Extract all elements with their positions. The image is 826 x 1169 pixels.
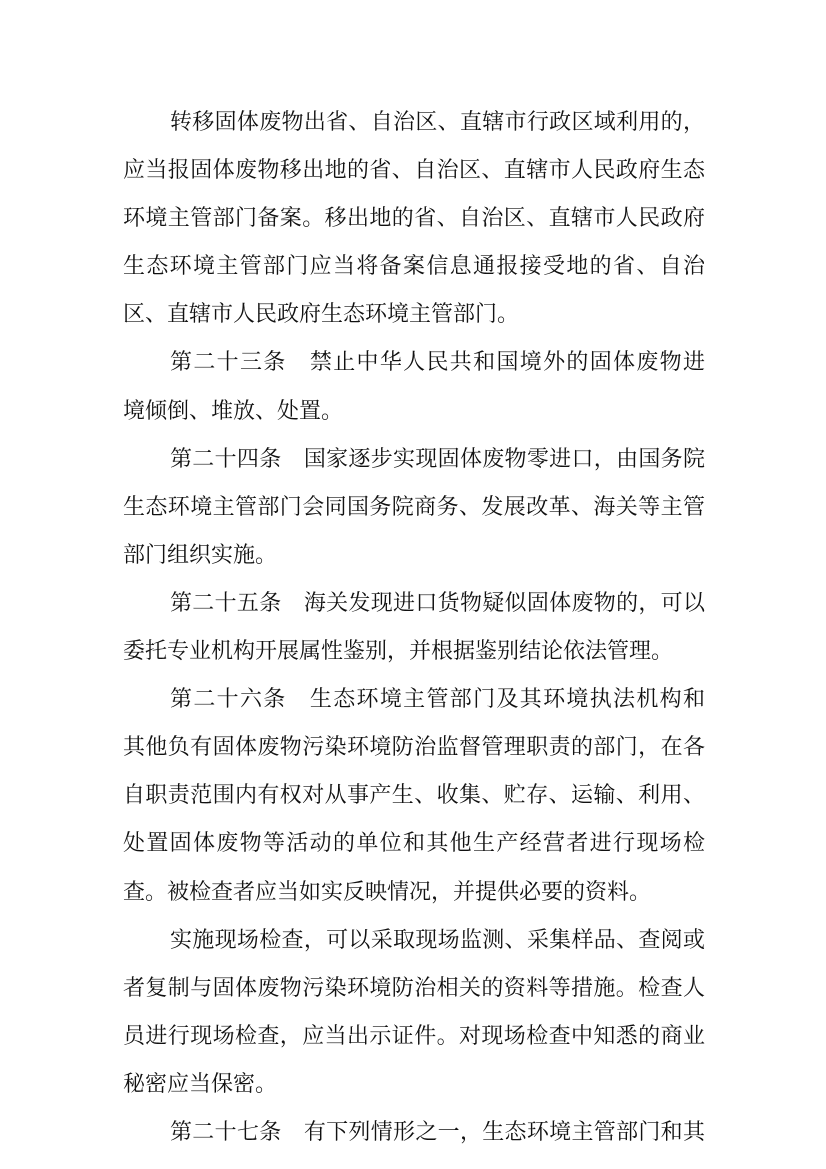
document-body <box>123 99 705 1157</box>
text-line: 实施现场检查，可以采取现场监测、采集样品、查阅或 <box>170 927 705 953</box>
article-24-line: 第二十四条 国家逐步实现固体废物零进口，由国务院 <box>170 446 705 472</box>
text-line: 生态环境主管部门应当将备案信息通报接受地的省、自治 <box>123 254 705 280</box>
text-line: 处置固体废物等活动的单位和其他生产经营者进行现场检 <box>123 831 705 857</box>
text-line: 其他负有固体废物污染环境防治监督管理职责的部门，在各 <box>123 735 705 761</box>
text-line: 区、直辖市人民政府生态环境主管部门。 <box>123 302 520 328</box>
text-line: 环境主管部门备案。移出地的省、自治区、直辖市人民政府 <box>123 206 705 232</box>
article-26-line: 第二十六条 生态环境主管部门及其环境执法机构和 <box>170 687 705 713</box>
text-line: 部门组织实施。 <box>123 542 278 568</box>
text-line: 查。被检查者应当如实反映情况，并提供必要的资料。 <box>123 879 652 905</box>
article-25-line: 第二十五条 海关发现进口货物疑似固体废物的，可以 <box>170 590 705 616</box>
text-line: 境倾倒、堆放、处置。 <box>123 398 344 424</box>
text-line: 委托专业机构开展属性鉴别，并根据鉴别结论依法管理。 <box>123 639 674 665</box>
text-line: 转移固体废物出省、自治区、直辖市行政区域利用的， <box>170 110 705 135</box>
text-line: 自职责范围内有权对从事产生、收集、贮存、运输、利用、 <box>123 783 705 809</box>
article-23-line: 第二十三条 禁止中华人民共和国境外的固体废物进 <box>170 350 705 376</box>
text-line: 者复制与固体废物污染环境防治相关的资料等措施。检查人 <box>123 975 705 1001</box>
article-27-line: 第二十七条 有下列情形之一，生态环境主管部门和其 <box>170 1119 705 1145</box>
text-line: 员进行现场检查，应当出示证件。对现场检查中知悉的商业 <box>123 1023 705 1049</box>
text-line: 生态环境主管部门会同国务院商务、发展改革、海关等主管 <box>123 494 705 520</box>
text-line: 秘密应当保密。 <box>123 1071 278 1097</box>
text-line: 应当报固体废物移出地的省、自治区、直辖市人民政府生态 <box>123 158 705 184</box>
